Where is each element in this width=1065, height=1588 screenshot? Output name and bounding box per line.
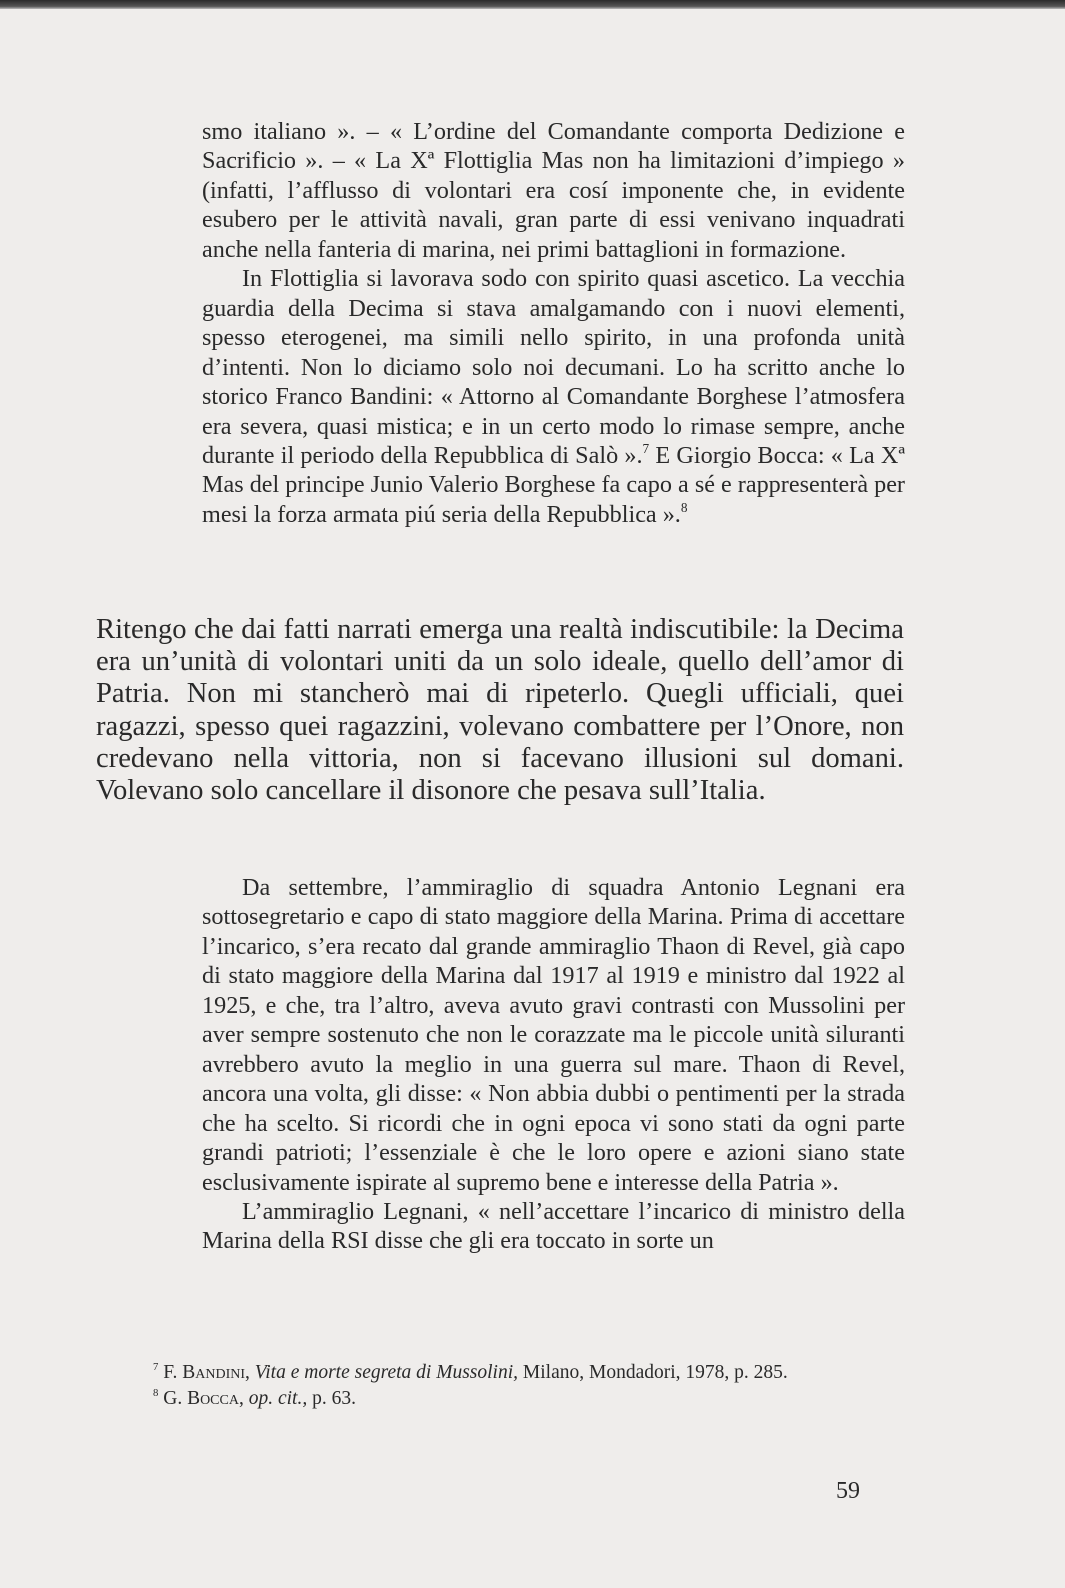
footnote — [96, 1360, 904, 1386]
author-commentary — [96, 614, 904, 807]
quoted-excerpt — [202, 117, 905, 529]
footnote-author: G. Bocca, — [163, 1388, 244, 1409]
footnote-title: op. cit., — [248, 1388, 308, 1409]
page-edge-shadow — [0, 0, 1065, 9]
footnote-ref: 7 — [642, 441, 650, 457]
quoted-excerpt — [202, 873, 905, 1256]
page-number: 59 — [836, 1478, 860, 1504]
footnote-publication: Milano, Mondadori, 1978, p. 285. — [518, 1362, 788, 1383]
footnote-title: Vita e morte segreta di Mussolini, — [254, 1362, 519, 1383]
footnote-author: F. Bandini, — [163, 1362, 250, 1383]
footnote — [96, 1386, 904, 1412]
footnote-ref: 8 — [680, 499, 688, 515]
footnote-publication: p. 63. — [307, 1388, 356, 1409]
body-paragraph: Ritengo che dai fatti narrati emerga una realtà indiscutibile: la Decima era un’unità di volontari uniti da un solo ideale, quello dell’amor di Patria. Non mi stancherò mai di ripeterlo. Quegli ufficiali, quei ragazzi, spesso quei ragazzini, volevano combattere per l’Onore, non credevano nella vittoria, non si facevano illusioni sul domani. Volevano solo cancellare il disonore che pesava sull’Italia. — [96, 614, 904, 807]
excerpt-paragraph: L’ammiraglio Legnani, « nell’accettare l’incarico di ministro della Marina della RSI disse che gli era toccato in sorte un — [202, 1197, 905, 1255]
footnote-marker: 7 — [153, 1360, 159, 1373]
footnotes — [96, 1360, 904, 1412]
footnote-marker: 8 — [153, 1386, 159, 1399]
excerpt-paragraph: smo italiano ». – « L’ordine del Comandante comporta Dedizione e Sacrificio ». – « La Xª Flottiglia Mas non ha limitazioni d’impiego » (infatti, l’afflusso di volontari era cosí imponente che, in evidente esubero per le attività navali, gran parte di essi venivano inquadrati anche nella fanteria di marina, nei primi battaglioni in formazione. — [202, 118, 905, 263]
excerpt-paragraph: In Flottiglia si lavorava sodo con spirito quasi ascetico. La vecchia guardia della Decima si stava amalgamando con i nuovi elementi, spesso eterogenei, ma simili nello spirito, in una profonda unità d’intenti. Non lo diciamo solo noi decumani. Lo ha scritto anche lo storico Franco Bandini: « Attorno al Comandante Borghese l’atmosfera era severa, quasi mistica; e in un certo modo lo rimase sempre, anche durante il periodo della Repubblica di Salò ».$^7$ E Giorgio Bocca: « La Xª Mas del principe Junio Valerio Borghese fa capo a sé e rappresenterà per mesi la forza armata piú seria della Repubblica ».$^8$ — [202, 265, 906, 528]
excerpt-paragraph: Da settembre, l’ammiraglio di squadra Antonio Legnani era sottosegretario e capo di stato maggiore della Marina. Prima di accettare l’incarico, s’era recato dal grande ammiraglio Thaon di Revel, già capo di stato maggiore della Marina dal 1917 al 1919 e ministro dal 1922 al 1925, e che, tra l’altro, aveva avuto gravi contrasti con Mussolini per aver sempre sostenuto che non le corazzate ma le piccole unità siluranti avrebbero avuto la meglio in una guerra sul mare. Thaon di Revel, ancora una volta, gli disse: « Non abbia dubbi o pentimenti per la strada che ha scelto. Si ricordi che in ogni epoca vi sono stati da ogni parte grandi patrioti; l’essenziale è che le loro opere e azioni siano state esclusivamente ispirate al supremo bene e interesse della Patria ». — [202, 874, 905, 1196]
